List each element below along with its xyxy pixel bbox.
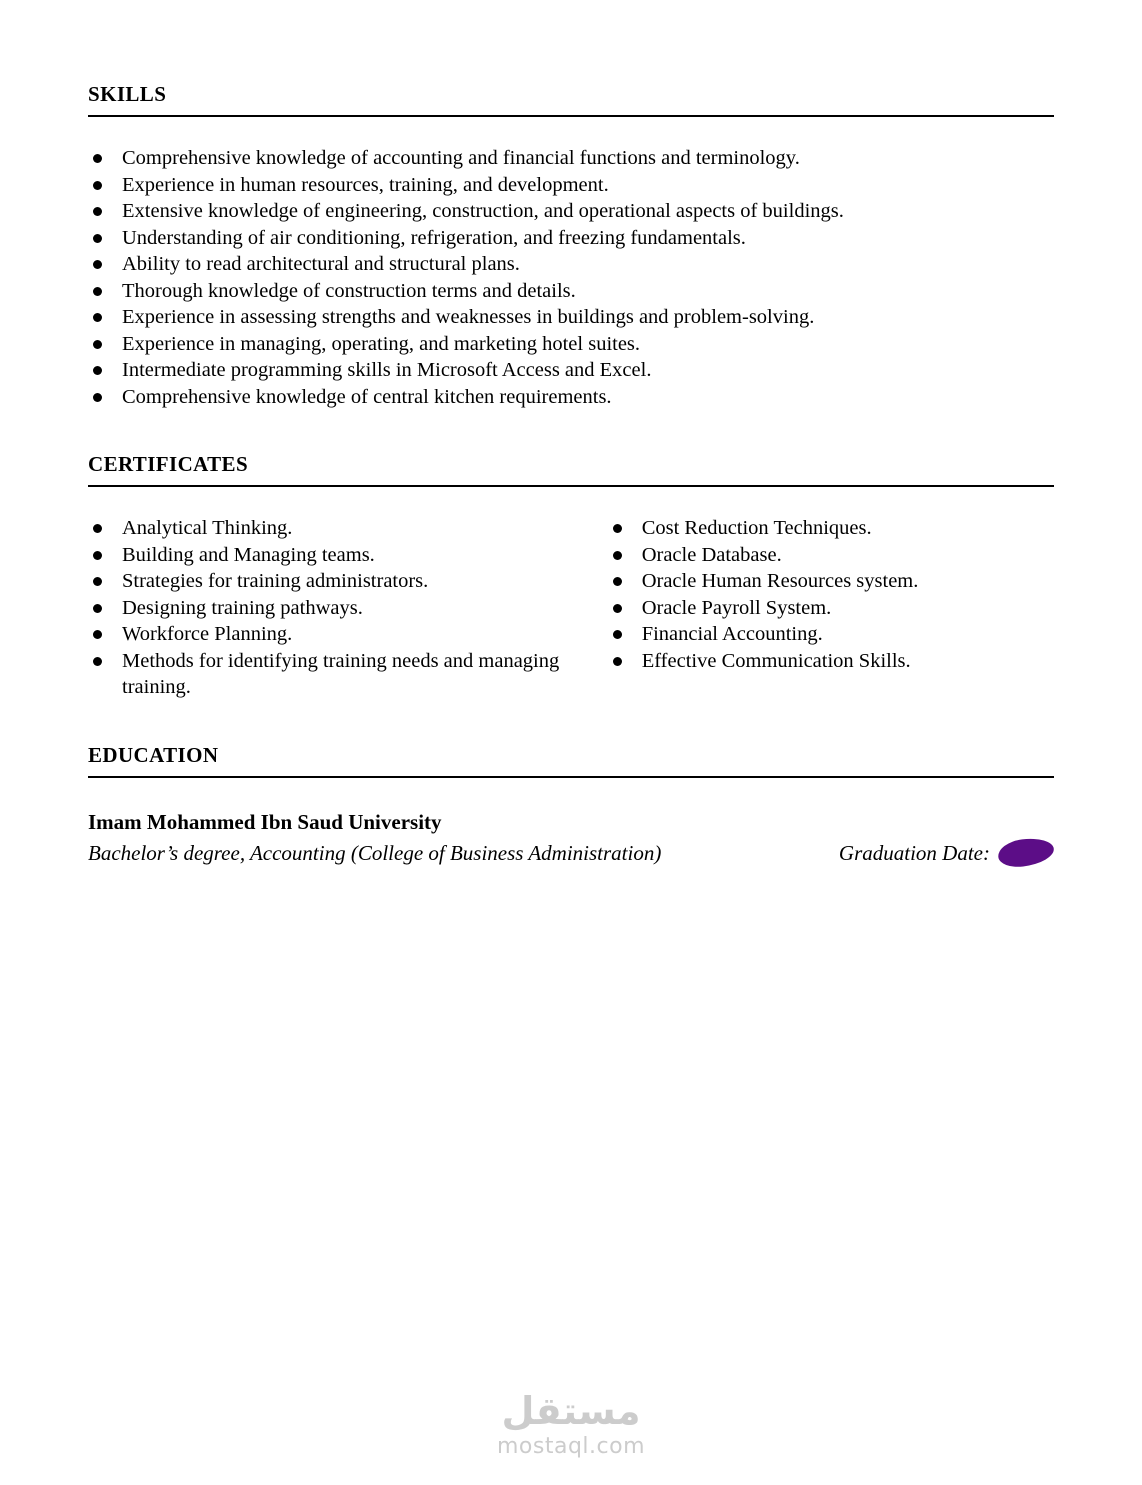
certificate-text: Oracle Database. xyxy=(641,543,782,566)
certificate-text: Financial Accounting. xyxy=(641,623,823,645)
skill-text: Experience in assessing strengths and weaknesses in buildings and problem-solving. xyxy=(122,306,815,328)
bullet-icon xyxy=(93,630,102,639)
skills-list xyxy=(88,145,1054,410)
graduation-date-group xyxy=(839,839,1054,867)
skill-text: Comprehensive knowledge of accounting and financial functions and terminology. xyxy=(122,147,800,169)
skill-text: Extensive knowledge of engineering, construction, and operational aspects of buildings. xyxy=(122,200,844,222)
bullet-icon xyxy=(93,207,102,216)
skill-item xyxy=(88,198,1054,225)
certificates-heading: CERTIFICATES xyxy=(88,452,1054,487)
certificate-text: Oracle Human Resources system. xyxy=(641,570,919,592)
watermark-domain-text: mostaql.com xyxy=(496,1434,646,1459)
watermark-arabic-logo: مستقل xyxy=(501,1389,641,1433)
certificate-text: Strategies for training administrators. xyxy=(122,570,429,592)
skill-text: Intermediate programming skills in Microsoft Access and Excel. xyxy=(122,359,652,381)
bullet-icon xyxy=(93,657,102,666)
certificate-item xyxy=(88,568,608,595)
bullet-icon xyxy=(93,181,102,190)
skill-text: Experience in managing, operating, and marketing hotel suites. xyxy=(122,332,641,355)
skill-text: Understanding of air conditioning, refrigeration, and freezing fundamentals. xyxy=(122,226,746,249)
skill-text: Comprehensive knowledge of central kitchen requirements. xyxy=(122,385,612,408)
bullet-icon xyxy=(93,234,102,243)
bullet-icon xyxy=(93,260,102,269)
skill-item xyxy=(88,304,1054,331)
certificates-left-column xyxy=(88,515,608,701)
certificate-text: Effective Communication Skills. xyxy=(641,649,911,672)
certificate-text: Workforce Planning. xyxy=(122,623,293,645)
certificate-text: Cost Reduction Techniques. xyxy=(641,517,872,539)
certificates-right-list xyxy=(608,515,1054,674)
skill-item xyxy=(88,278,1054,305)
degree-row xyxy=(88,839,1054,867)
bullet-icon xyxy=(93,340,102,349)
bullet-icon xyxy=(613,551,622,560)
bullet-icon xyxy=(93,551,102,560)
skill-item xyxy=(88,384,1054,411)
certificate-item xyxy=(608,595,1054,622)
certificate-item xyxy=(608,515,1054,542)
certificate-item xyxy=(608,568,1054,595)
watermark xyxy=(0,1390,1142,1459)
certificate-text: Analytical Thinking. xyxy=(122,517,293,539)
certificate-item xyxy=(88,595,608,622)
bullet-icon xyxy=(93,393,102,402)
university-name: Imam Mohammed Ibn Saud University xyxy=(88,809,442,834)
certificate-item xyxy=(88,648,608,701)
degree-text: Bachelor’s degree, Accounting (College of Business Administration) xyxy=(88,840,662,865)
skill-text: Experience in human resources, training, and development. xyxy=(122,173,609,196)
bullet-icon xyxy=(93,577,102,586)
bullet-icon xyxy=(93,154,102,163)
education-heading: EDUCATION xyxy=(88,743,1054,778)
certificate-text: Building and Managing teams. xyxy=(122,543,375,566)
certificate-item xyxy=(88,515,608,542)
skill-text: Thorough knowledge of construction terms and details. xyxy=(122,279,576,302)
skill-item xyxy=(88,145,1054,172)
bullet-icon xyxy=(93,366,102,375)
certificates-left-list xyxy=(88,515,608,701)
certificates-columns xyxy=(88,515,1054,701)
section-education xyxy=(88,743,1054,867)
certificates-right-column xyxy=(608,515,1054,701)
bullet-icon xyxy=(613,604,622,613)
education-entry xyxy=(88,808,1054,867)
skill-item xyxy=(88,172,1054,199)
certificate-item xyxy=(608,542,1054,569)
bullet-icon xyxy=(613,657,622,666)
certificate-text: Oracle Payroll System. xyxy=(641,596,832,619)
bullet-icon xyxy=(93,604,102,613)
bullet-icon xyxy=(93,313,102,322)
section-certificates xyxy=(88,452,1054,701)
skill-item xyxy=(88,251,1054,278)
bullet-icon xyxy=(613,524,622,533)
certificate-item xyxy=(608,621,1054,648)
graduation-date-label: Graduation Date: xyxy=(838,840,990,865)
bullet-icon xyxy=(93,287,102,296)
bullet-icon xyxy=(93,524,102,533)
certificate-item xyxy=(88,542,608,569)
section-skills xyxy=(88,82,1054,410)
certificate-item xyxy=(608,648,1054,675)
bullet-icon xyxy=(613,577,622,586)
bullet-icon xyxy=(613,630,622,639)
skill-text: Ability to read architectural and structural plans. xyxy=(122,253,520,275)
redaction-scribble xyxy=(997,836,1056,870)
skill-item xyxy=(88,225,1054,252)
certificate-text: Methods for identifying training needs and managing training. xyxy=(122,649,560,698)
certificate-text: Designing training pathways. xyxy=(122,596,363,619)
certificate-item xyxy=(88,621,608,648)
skills-heading: SKILLS xyxy=(88,82,1054,117)
skill-item xyxy=(88,357,1054,384)
skill-item xyxy=(88,331,1054,358)
